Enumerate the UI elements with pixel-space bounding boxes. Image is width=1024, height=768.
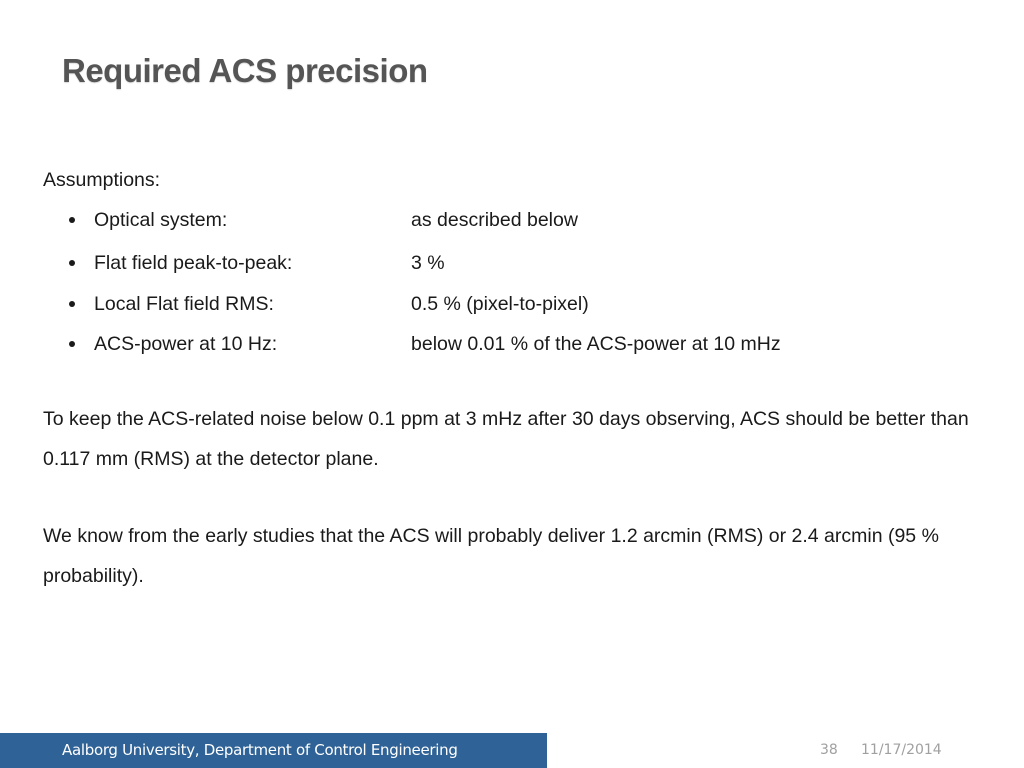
slide-date: 11/17/2014 bbox=[861, 742, 942, 758]
bullet-icon bbox=[69, 341, 75, 347]
acs-delivery-paragraph: We know from the early studies that the ACS will probably deliver 1.2 arcmin (RMS) or 2.4 arcmin (95 % probability). bbox=[43, 525, 939, 587]
slide-content bbox=[43, 168, 993, 587]
assumption-value: as described below bbox=[411, 209, 578, 231]
page-number: 38 bbox=[820, 742, 838, 758]
assumptions-list bbox=[43, 194, 993, 358]
assumption-label: Optical system: bbox=[94, 209, 228, 231]
assumption-label: ACS-power at 10 Hz: bbox=[94, 333, 278, 355]
list-item bbox=[43, 317, 993, 358]
footer-bar bbox=[0, 733, 547, 768]
list-item bbox=[43, 277, 993, 318]
footer-organization: Aalborg University, Department of Control Engineering bbox=[62, 741, 458, 759]
noise-requirement-paragraph: To keep the ACS-related noise below 0.1 ppm at 3 mHz after 30 days observing, ACS should be better than 0.117 mm (RMS) at the detector plane. bbox=[43, 408, 969, 470]
bullet-icon bbox=[69, 301, 75, 307]
assumptions-heading: Assumptions: bbox=[43, 169, 161, 191]
list-item bbox=[43, 194, 993, 236]
assumption-value: 0.5 % (pixel-to-pixel) bbox=[411, 292, 589, 315]
list-item bbox=[43, 236, 993, 277]
assumption-label: Flat field peak-to-peak: bbox=[94, 252, 293, 274]
assumption-value: below 0.01 % of the ACS-power at 10 mHz bbox=[411, 333, 781, 355]
bullet-icon bbox=[69, 217, 75, 223]
slide-title: Required ACS precision bbox=[62, 52, 428, 89]
assumption-label: Local Flat field RMS: bbox=[94, 292, 274, 315]
bullet-icon bbox=[69, 260, 75, 266]
assumption-value: 3 % bbox=[411, 252, 445, 274]
